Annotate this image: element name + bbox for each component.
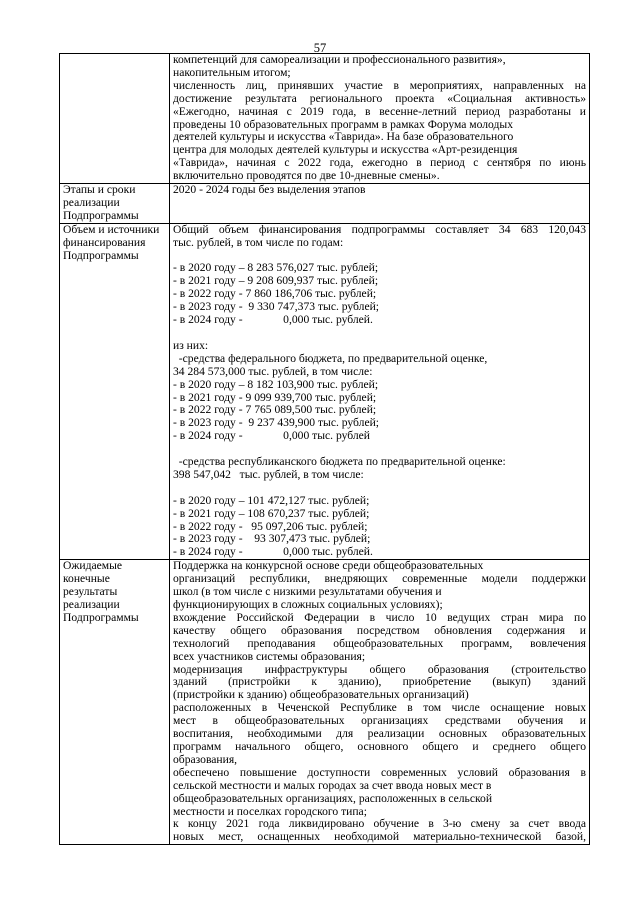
row-label-line: Объем и источники [63,223,160,236]
blank-line [173,482,586,495]
row-label-line: конечные [63,573,110,586]
row-content-cell [170,223,590,560]
content-line: - в 2024 году - 0,000 тыс. рублей. [173,546,373,559]
blank-line [173,250,586,263]
content-line: 34 284 573,000 тыс. рублей, в том числе: [173,365,373,378]
row-label-line: результаты [63,586,118,599]
row-label-cell [60,560,170,845]
content-line: функционирующих в сложных социальных условиях); [173,599,443,611]
content-line: Общий объем финансирования подпрограммы составляет 34 683 120,043 [173,223,586,236]
content-line: деятелей культуры и искусства «Таврида». На базе образовательного [173,131,514,144]
content-line: зданий (пристройки к зданию), приобретение (выкуп) зданий [173,676,586,689]
content-line: технологий преподавания общеобразовательных программ, вовлечения [173,637,586,650]
content-line: численность лиц, принявших участие в мероприятиях, направленных на [173,79,586,92]
content-line: обеспечено повышение доступности современных условий образования в [173,766,586,779]
content-line: накопительным итогом; [173,66,291,79]
content-line: центра для молодых деятелей культуры и искусства «Арт-резиденция [173,144,518,157]
content-line: - в 2024 году - 0,000 тыс. рублей [173,430,370,443]
table-row [60,223,590,560]
content-line: воспитания, необходимыми для реализации основных образовательных [173,728,586,741]
content-line: - в 2022 году - 95 097,206 тыс. рублей; [173,520,368,533]
content-line: достижение результата регионального проекта «Социальная активность» [173,92,586,105]
row-label-line: Подпрограммы [63,249,139,262]
content-line: проведены 10 образовательных программ в рамках Форума молодых [173,118,513,131]
row-label-cell [60,223,170,560]
content-line: -средства республиканского бюджета по предварительной оценке: [173,456,506,469]
content-line: Поддержка на конкурсной основе среди общеобразовательных [173,560,484,573]
passport-table-body [60,54,590,845]
content-line: расположенных в Чеченской Республике в том числе оснащение новых [173,702,586,715]
content-line: - в 2023 году - 9 330 747,373 тыс. рублей; [173,301,380,314]
content-line: - в 2020 году – 8 283 576,027 тыс. рублей; [173,262,379,275]
row-label-line: Подпрограммы [63,209,139,222]
content-line: 2020 - 2024 годы без выделения этапов [173,184,366,197]
content-line: - в 2021 году – 9 208 609,937 тыс. рублей; [173,275,379,288]
content-line: всех участников системы образования; [173,650,366,663]
blank-line [173,443,586,456]
content-line: «Ежегодно, начиная с 2019 года, в весенне-летний период разработаны и [173,105,586,118]
content-line: новых мест, оснащенных необходимой материально-технической базой, [173,831,586,844]
row-label-line: Этапы и сроки [63,184,136,197]
content-line: программ начального общего, основного общего и среднего общего [173,740,586,753]
content-line: тыс. рублей, в том числе по годам: [173,236,344,249]
row-label-line: Подпрограммы [63,611,139,624]
content-line: местности и поселках городского типа; [173,805,367,818]
row-content-cell [170,54,590,184]
content-line: к концу 2021 года ликвидировано обучение в 3-ю смену за счет ввода [173,818,586,831]
row-label-line: финансирования [63,236,146,249]
blank-line [173,327,586,340]
content-line: - в 2023 году - 9 237 439,900 тыс. рублей; [173,417,380,430]
content-line: 398 547,042 тыс. рублей, в том числе: [173,468,364,481]
table-row [60,560,590,845]
content-line: - в 2022 году - 7 860 186,706 тыс. рублей; [173,288,377,301]
content-line: - в 2021 году - 9 099 939,700 тыс. рублей; [173,391,377,404]
row-label-cell [60,184,170,224]
content-line: вхождение Российской Федерации в число 10 ведущих стран мира по [173,611,586,624]
content-line: - в 2020 году – 8 182 103,900 тыс. рублей; [173,378,379,391]
table-row [60,54,590,184]
content-line: (пристройки к зданию) общеобразовательных организаций) [173,689,469,702]
content-line: включительно проводятся по две 10-дневные смены». [173,170,440,183]
row-content-cell [170,184,590,224]
content-line: мест в общеобразовательных организациях средствами обучения и [173,715,586,728]
row-label-cell [60,54,170,184]
content-line: -средства федерального бюджета, по предварительной оценке, [173,352,488,365]
content-line: общеобразовательных организациях, расположенных в сельской [173,792,493,805]
content-line: - в 2024 году - 0,000 тыс. рублей. [173,314,373,327]
content-line: «Таврида», начиная с 2022 года, ежегодно в период с сентября по июнь [173,157,586,170]
content-line: образования, [173,753,238,766]
content-line: компетенций для самореализации и профессионального развития», [173,54,506,66]
content-line: - в 2021 году – 108 670,237 тыс. рублей; [173,507,370,520]
content-line: школ (в том числе с низкими результатами обучения и [173,586,442,599]
content-line: модернизация инфраструктуры общего образования (строительство [173,663,586,676]
row-label-line: Ожидаемые [63,560,123,573]
table-row [60,184,590,224]
content-line: - в 2022 году - 7 765 089,500 тыс. рублей; [173,404,377,417]
passport-table [59,53,590,845]
content-line: из них: [173,339,209,352]
content-line: сельской местности и малых городах за счет ввода новых мест в [173,779,492,792]
content-line: качеству общего образования посредством обновления содержания и [173,624,586,637]
content-line: - в 2023 году - 93 307,473 тыс. рублей; [173,533,371,546]
row-label-line: реализации [63,599,120,611]
row-content-cell [170,560,590,845]
row-label-line: реализации [63,196,120,209]
content-line: организаций республики, внедряющих современные модели поддержки [173,573,586,586]
page-number: 57 [313,41,327,55]
content-line: - в 2020 году – 101 472,127 тыс. рублей; [173,494,370,507]
